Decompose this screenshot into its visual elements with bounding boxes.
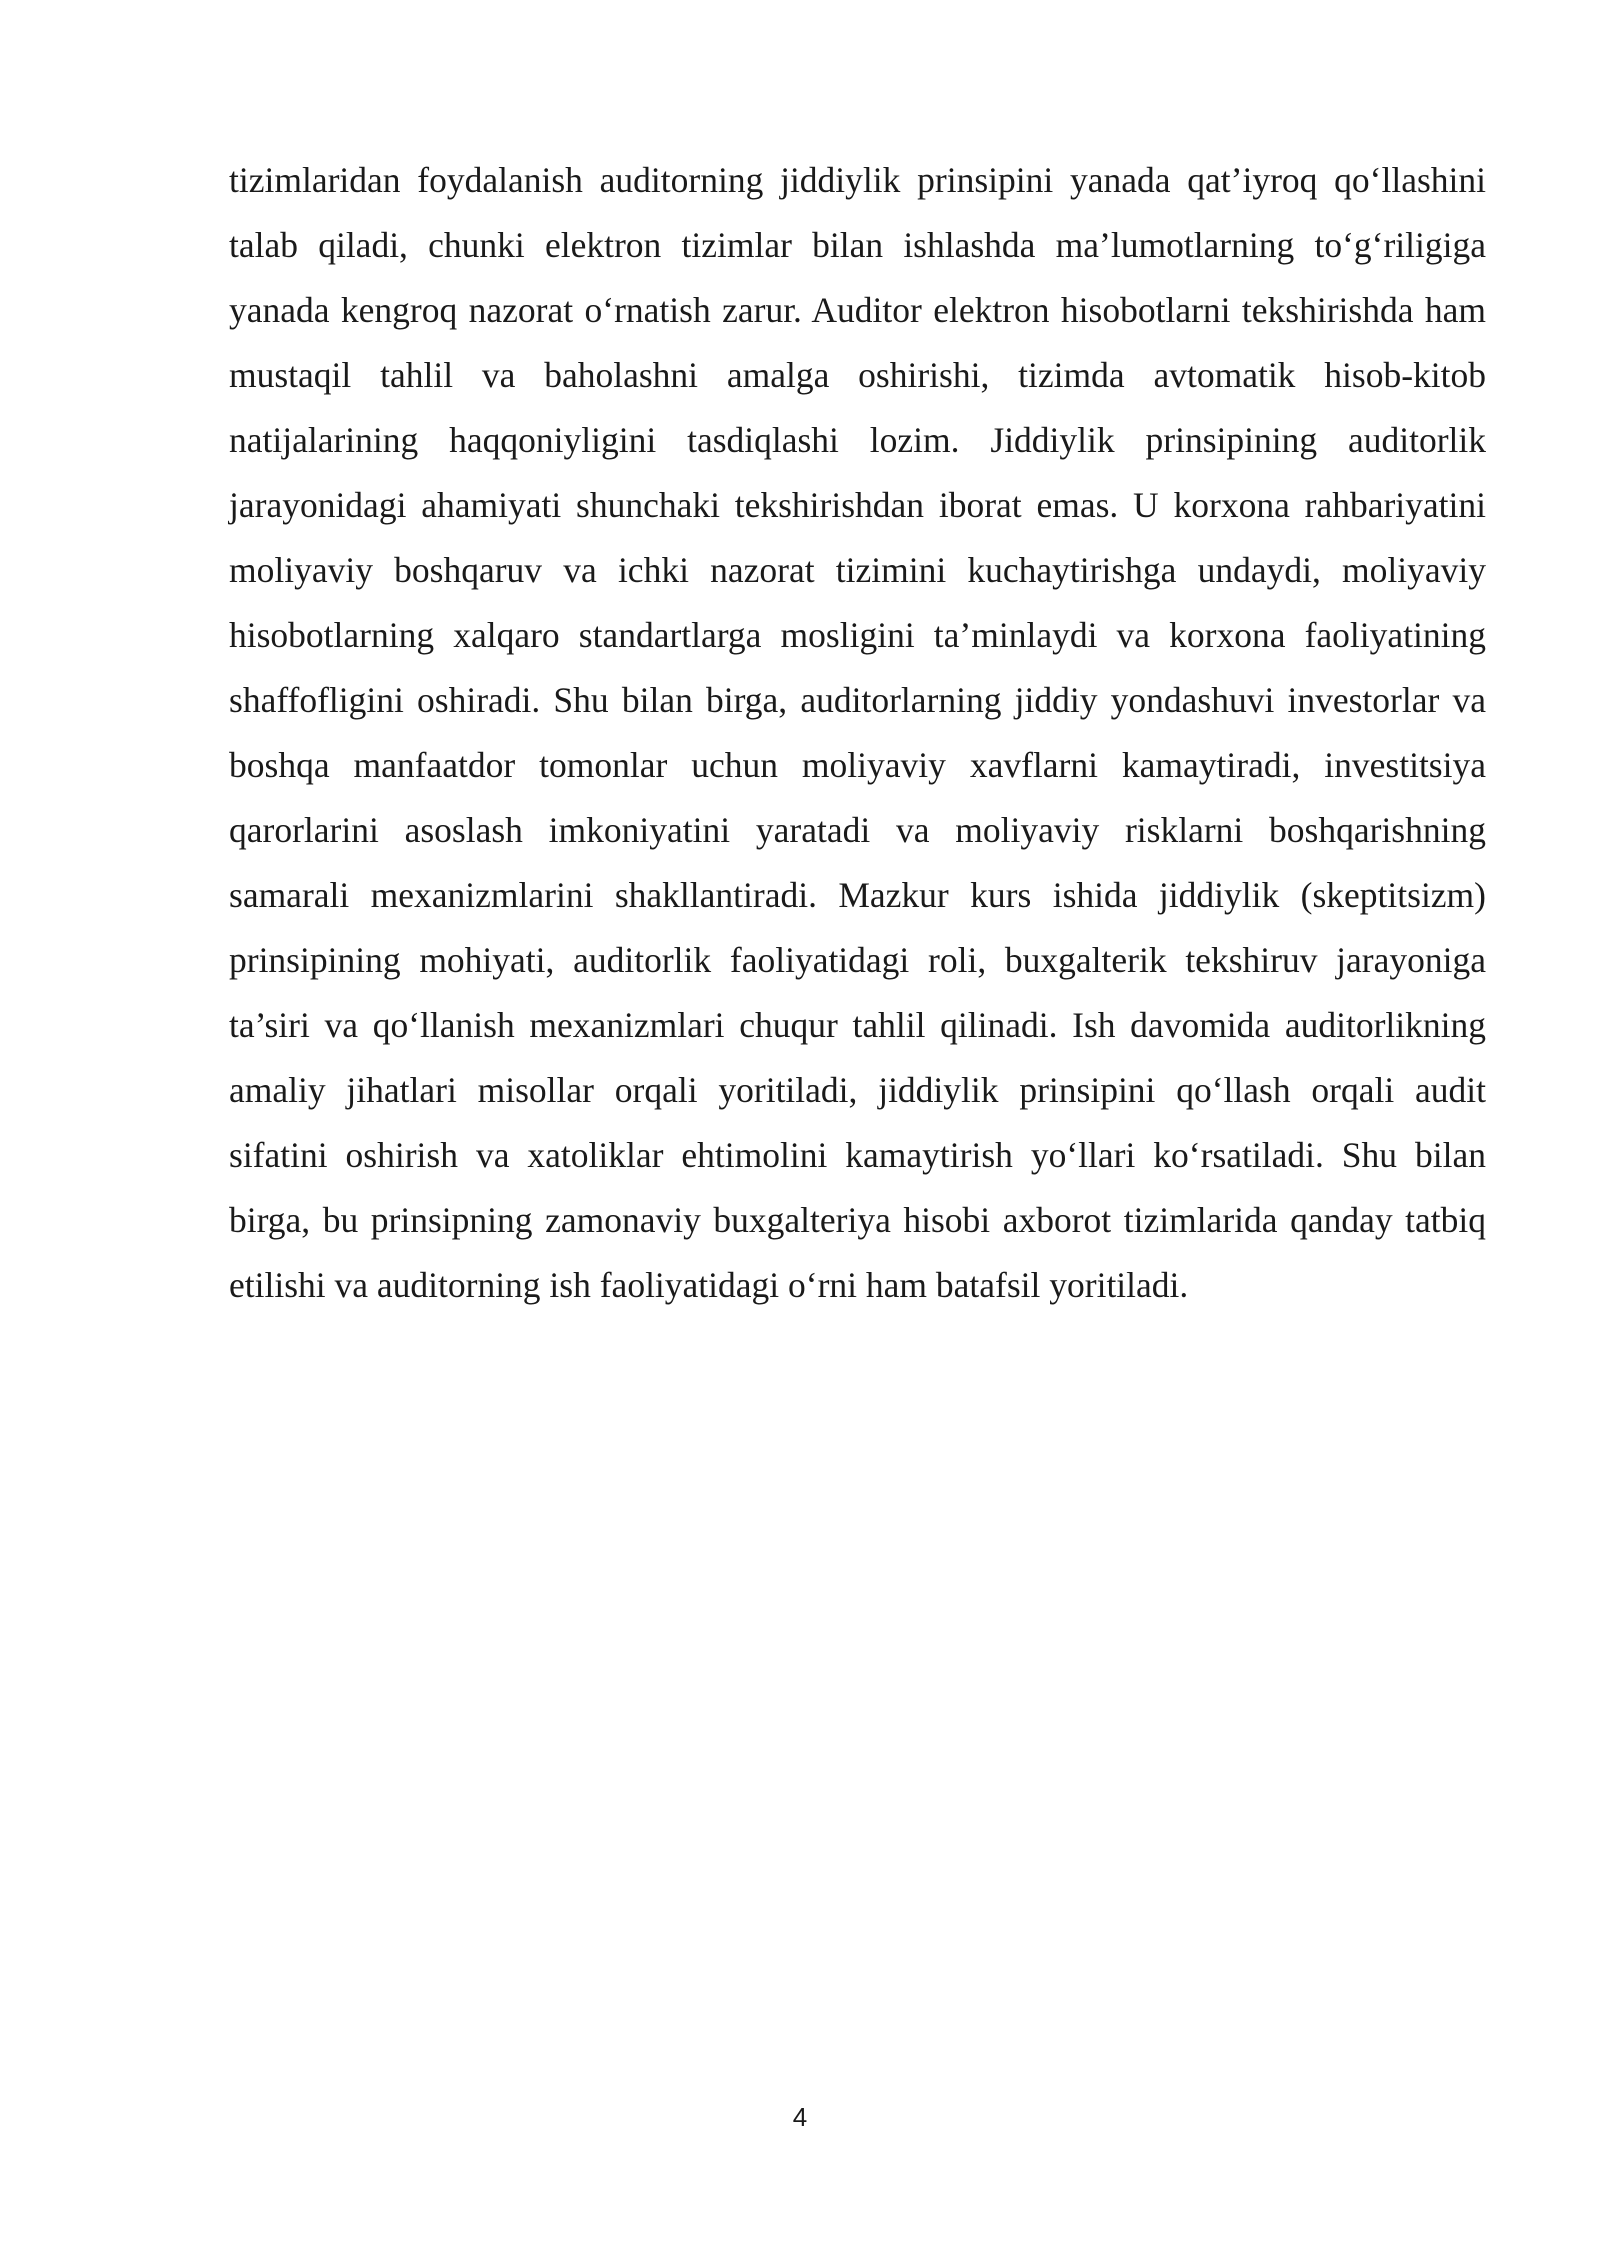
body-paragraph: tizimlaridan foydalanish auditorning jiddiylik prinsipini yanada qat’iyroq qo‘llashini talab qiladi, chunki elektron tizimlar bilan ishlashda ma’lumotlarning to‘g‘riligiga yanada kengroq nazorat o‘rnatish zarur. Auditor elektron hisobotlarni tekshirishda ham mustaqil tahlil va baholashni amalga oshirishi, tizimda avtomatik hisob-kitob natijalarining haqqoniyligini tasdiqlashi lozim. Jiddiylik prinsipining auditorlik jarayonidagi ahamiyati shunchaki tekshirishdan iborat emas. U korxona rahbariyatini moliyaviy boshqaruv va ichki nazorat tizimini kuchaytirishga undaydi, moliyaviy hisobotlarning xalqaro standartlarga mosligini ta’minlaydi va korxona faoliyatining shaffofligini oshiradi. Shu bilan birga, auditorlarning jiddiy yondashuvi investorlar va boshqa manfaatdor tomonlar uchun moliyaviy xavflarni kamaytiradi, investitsiya qarorlarini asoslash imkoniyatini yaratadi va moliyaviy risklarni boshqarishning samarali mexanizmlarini shakllantiradi. Mazkur kurs ishida jiddiylik (skeptitsizm) prinsipining mohiyati, auditorlik faoliyatidagi roli, buxgalterik tekshiruv jarayoniga ta’siri va qo‘llanish mexanizmlari chuqur tahlil qilinadi. Ish davomida auditorlikning amaliy jihatlari misollar orqali yoritiladi, jiddiylik prinsipini qo‘llash orqali audit sifatini oshirish va xatoliklar ehtimolini kamaytirish yo‘llari ko‘rsatiladi. Shu bilan birga, bu prinsipning zamonaviy buxgalteriya hisobi axborot tizimlarida qanday tatbiq etilishi va auditorning ish faoliyatidagi o‘rni ham batafsil yoritiladi. bbox=[229, 160, 1486, 1305]
page-number: 4 bbox=[792, 2102, 808, 2132]
